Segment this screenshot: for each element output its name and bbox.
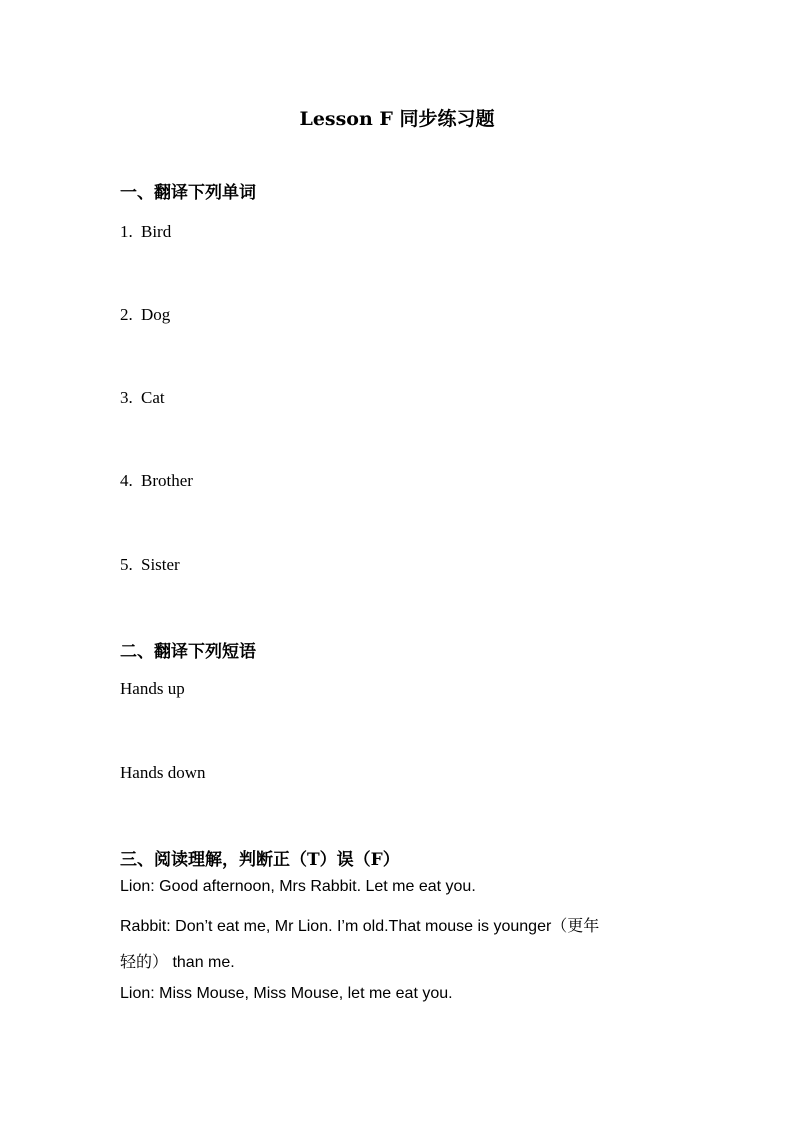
section-1-heading: 一、翻译下列单词 bbox=[120, 183, 256, 203]
word-item-number: 5. bbox=[120, 555, 133, 574]
word-item-number: 3. bbox=[120, 388, 133, 407]
reading-line-4: Lion: Miss Mouse, Miss Mouse, let me eat you. bbox=[120, 985, 453, 1002]
word-item-2 bbox=[120, 305, 170, 325]
word-item-text: Bird bbox=[141, 222, 172, 241]
word-item-text: Cat bbox=[141, 388, 165, 407]
word-item-number: 2. bbox=[120, 305, 133, 324]
section-2-heading: 二、翻译下列短语 bbox=[120, 642, 256, 662]
word-item-number: 1. bbox=[120, 222, 133, 241]
word-item-3 bbox=[120, 388, 165, 408]
word-item-4 bbox=[120, 471, 193, 491]
word-item-5 bbox=[120, 555, 180, 575]
word-item-text: Brother bbox=[141, 471, 193, 490]
word-item-text: Dog bbox=[141, 305, 171, 324]
word-item-text: Sister bbox=[141, 555, 180, 574]
word-item-number: 4. bbox=[120, 471, 133, 490]
section-3-heading: 三、阅读理解，判断正（T）误（F） bbox=[120, 850, 400, 870]
document-title: Lesson F 同步练习题 bbox=[299, 108, 495, 130]
reading-line-1: Lion: Good afternoon, Mrs Rabbit. Let me eat you. bbox=[120, 878, 476, 895]
phrase-item-2: Hands down bbox=[120, 763, 206, 782]
reading-line-2: Rabbit: Don’t eat me, Mr Lion. I’m old.That mouse is younger（更年 bbox=[120, 918, 600, 935]
word-item-1 bbox=[120, 222, 171, 242]
phrase-item-1: Hands up bbox=[120, 679, 185, 698]
reading-line-3: 轻的） than me. bbox=[120, 954, 235, 971]
